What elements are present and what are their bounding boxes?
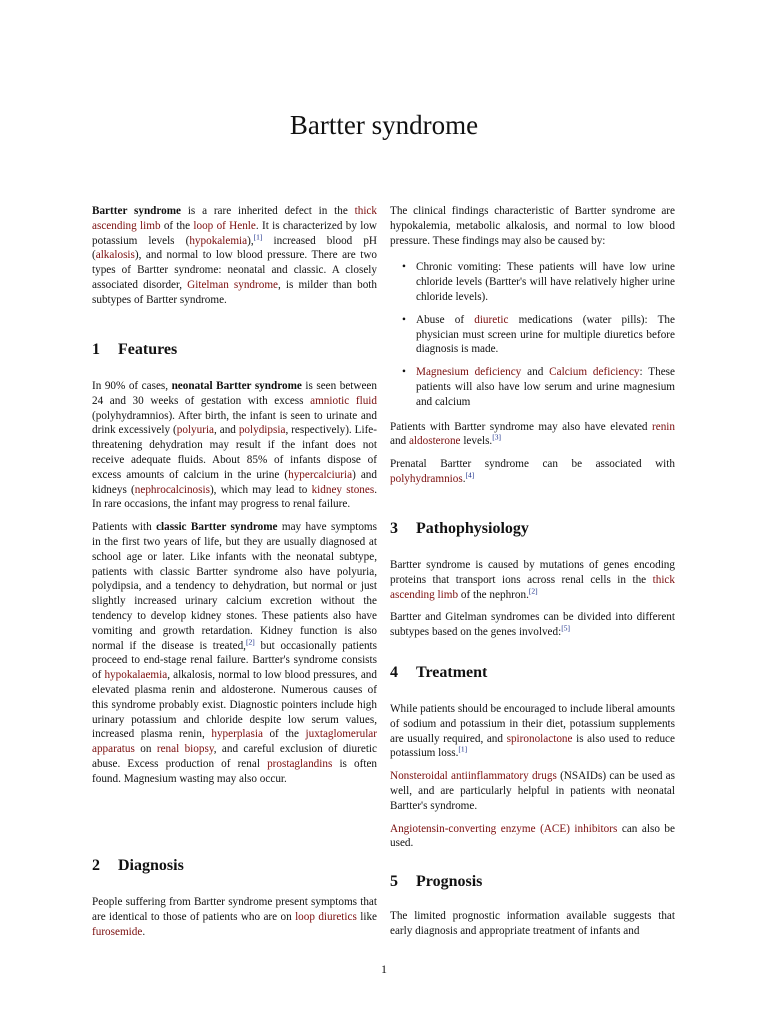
link-nephrocalcinosis[interactable]: nephrocalcinosis	[134, 483, 210, 496]
link-thick-ascending-limb-2[interactable]: thick ascending limb	[390, 573, 675, 601]
pathophysiology-paragraph-1: Bartter syndrome is caused by mutations of genes encoding proteins that transport ions across renal cells in the thick ascending limb of the nephron.[2]	[390, 559, 675, 601]
prognosis-section	[390, 909, 675, 947]
heading-diagnosis: 2 Diagnosis	[92, 857, 184, 874]
treatment-paragraph-1: While patients should be encouraged to include liberal amounts of sodium and potassium in their diet, potassium supplements are usually required, and spironolactone is also used to reduce potassium loss.[1]	[390, 703, 675, 760]
link-renin[interactable]: renin	[652, 420, 675, 433]
link-aldosterone[interactable]: aldosterone	[408, 435, 461, 448]
findings-list	[390, 260, 675, 409]
treatment-paragraph-3: Angiotensin-converting enzyme (ACE) inhibitors can also be used.	[390, 822, 675, 850]
list-item: • Abuse of diuretic medications (water pills): The physician must screen urine for multiple diuretics before diagnosis is made.	[402, 313, 675, 356]
link-juxtaglomerular-apparatus[interactable]: juxtaglomerular apparatus	[92, 728, 377, 756]
heading-prognosis: 5 Prognosis	[390, 873, 483, 890]
link-calcium-deficiency[interactable]: Calcium deficiency	[549, 366, 640, 379]
link-gitelman-syndrome[interactable]: Gitelman syndrome	[187, 278, 279, 291]
pathophysiology-section	[390, 558, 675, 648]
citation-2[interactable]: [2]	[245, 636, 255, 646]
features-paragraph-1: In 90% of cases, neonatal Bartter syndrome is seen between 24 and 30 weeks of gestation with excess amniotic fluid (polyhydramnios). After birth, the infant is seen to urinate and drink excessively (polyuria, and polydipsia, respectively). Life-threatening dehydration may result if the infant does not receive adequate fluids. About 85% of infants dispose of excess amounts of calcium in the urine (hypercalciuria) and kidneys (nephrocalcinosis), which may lead to kidney stones. In rare occasions, the infant may progress to renal failure.	[92, 380, 378, 511]
citation-3[interactable]: [3]	[492, 432, 501, 442]
list-item: • Magnesium deficiency and Calcium deficiency: These patients will also have low serum and urine magnesium and calcium	[402, 366, 675, 408]
link-prostaglandins[interactable]: prostaglandins	[267, 757, 333, 770]
citation-1[interactable]: [1]	[253, 231, 263, 241]
clinical-findings-paragraph: The clinical findings characteristic of Bartter syndrome are hypokalemia, metabolic alkalosis, and normal to low blood pressure. These findings may also be caused by:	[390, 205, 675, 247]
prenatal-paragraph: Prenatal Bartter syndrome can be associated with polyhydramnios.[4]	[390, 458, 675, 485]
prognosis-paragraph: The limited prognostic information available suggests that early diagnosis and appropriate treatment of infants and	[390, 910, 675, 937]
link-furosemide[interactable]: furosemide	[92, 925, 143, 938]
list-item: • Chronic vomiting: These patients will have low urine chloride levels (Bartter's will have relatively higher urine chloride levels).	[402, 261, 675, 303]
link-hypercalciuria[interactable]: hypercalciuria	[288, 468, 353, 481]
link-hypokalemia[interactable]: hypokalemia	[189, 234, 248, 247]
link-diuretic[interactable]: diuretic	[474, 313, 509, 326]
pathophysiology-paragraph-2: Bartter and Gitelman syndromes can be divided into different subtypes based on the genes involved:[5]	[390, 611, 675, 639]
link-ace-inhibitors[interactable]: Angiotensin-converting enzyme (ACE) inhibitors	[390, 822, 618, 835]
link-nsaids[interactable]: Nonsteroidal antiinflammatory drugs	[390, 770, 557, 783]
intro-paragraph: Bartter syndrome is a rare inherited defect in the thick ascending limb of the loop of Henle. It is characterized by low potassium levels (hypokalemia),[1] increased blood pH (alkalosis), and normal to low blood pressure. There are two types of Bartter syndrome: neonatal and classic. A closely associated disorder, Gitelman syndrome, is milder than both subtypes of Bartter syndrome.	[92, 205, 377, 306]
diagnosis-paragraph: People suffering from Bartter syndrome present symptoms that are identical to those of patients who are on loop diuretics like furosemide.	[92, 896, 378, 938]
citation-5[interactable]: [5]	[561, 623, 570, 633]
article-subject: Bartter syndrome	[92, 205, 182, 217]
treatment-section	[390, 702, 675, 859]
link-polyhydramnios[interactable]: polyhydramnios	[390, 472, 463, 485]
treatment-paragraph-2: Nonsteroidal antiinflammatory drugs (NSAIDs) can be used as well, and are particularly helpful in patients with neonatal Bartter's syndrome.	[390, 770, 675, 812]
page-number: 1	[381, 962, 387, 976]
link-polydipsia[interactable]: polydipsia	[238, 424, 286, 437]
link-loop-of-henle[interactable]: loop of Henle	[193, 219, 256, 232]
citation-1b[interactable]: [1]	[458, 744, 468, 754]
page-title: Bartter syndrome	[289, 110, 479, 140]
link-alkalosis[interactable]: alkalosis	[95, 249, 135, 262]
diagnosis-section	[92, 895, 377, 947]
citation-2b[interactable]: [2]	[528, 585, 538, 595]
features-paragraph-2: Patients with classic Bartter syndrome may have symptoms in the first two years of life, but they are usually diagnosed at school age or later. Like infants with the neonatal subtype, patients with classic Bartter syndrome also have polyuria, polydipsia, and a tendency to dehydration, but normal or just slightly increased urinary calcium excretion without the tendency to develop kidney stones. These patients also have vomiting and growth retardation. Kidney function is also normal if the disease is treated,[2] but occasionally patients proceed to end-stage renal failure. Bartter's syndrome consists of hypokalaemia, alkalosis, normal to low blood pressures, and elevated plasma renin and aldosterone. Numerous causes of this syndrome probably exist. Diagnostic pointers include high urinary potassium and chloride despite low serum values, increased plasma renin, hyperplasia of the juxtaglomerular apparatus on renal biopsy, and careful exclusion of diuretic abuse. Excess production of renal prostaglandins is often found. Magnesium wasting may also occur.	[92, 521, 378, 785]
link-amniotic-fluid[interactable]: amniotic fluid	[310, 394, 377, 407]
right-column	[390, 204, 675, 495]
link-magnesium-deficiency[interactable]: Magnesium deficiency	[416, 366, 522, 379]
link-renal-biopsy[interactable]: renal biopsy	[156, 743, 214, 756]
link-spironolactone[interactable]: spironolactone	[506, 732, 573, 745]
left-column	[92, 204, 377, 308]
link-kidney-stones[interactable]: kidney stones	[311, 483, 375, 496]
link-hypokalaemia[interactable]: hypokalaemia	[104, 669, 168, 682]
citation-4[interactable]: [4]	[465, 470, 475, 480]
link-hyperplasia[interactable]: hyperplasia	[211, 728, 263, 741]
heading-treatment: 4 Treatment	[390, 664, 488, 681]
link-loop-diuretics[interactable]: loop diuretics	[295, 910, 357, 923]
renin-paragraph: Patients with Bartter syndrome may also have elevated renin and aldosterone levels.[3]	[390, 420, 675, 448]
link-polyuria[interactable]: polyuria	[176, 424, 215, 437]
features-section	[92, 379, 377, 795]
heading-pathophysiology: 3 Pathophysiology	[390, 520, 529, 537]
heading-features: 1 Features	[92, 341, 178, 358]
link-thick-ascending-limb[interactable]: thick ascending limb	[92, 205, 377, 232]
